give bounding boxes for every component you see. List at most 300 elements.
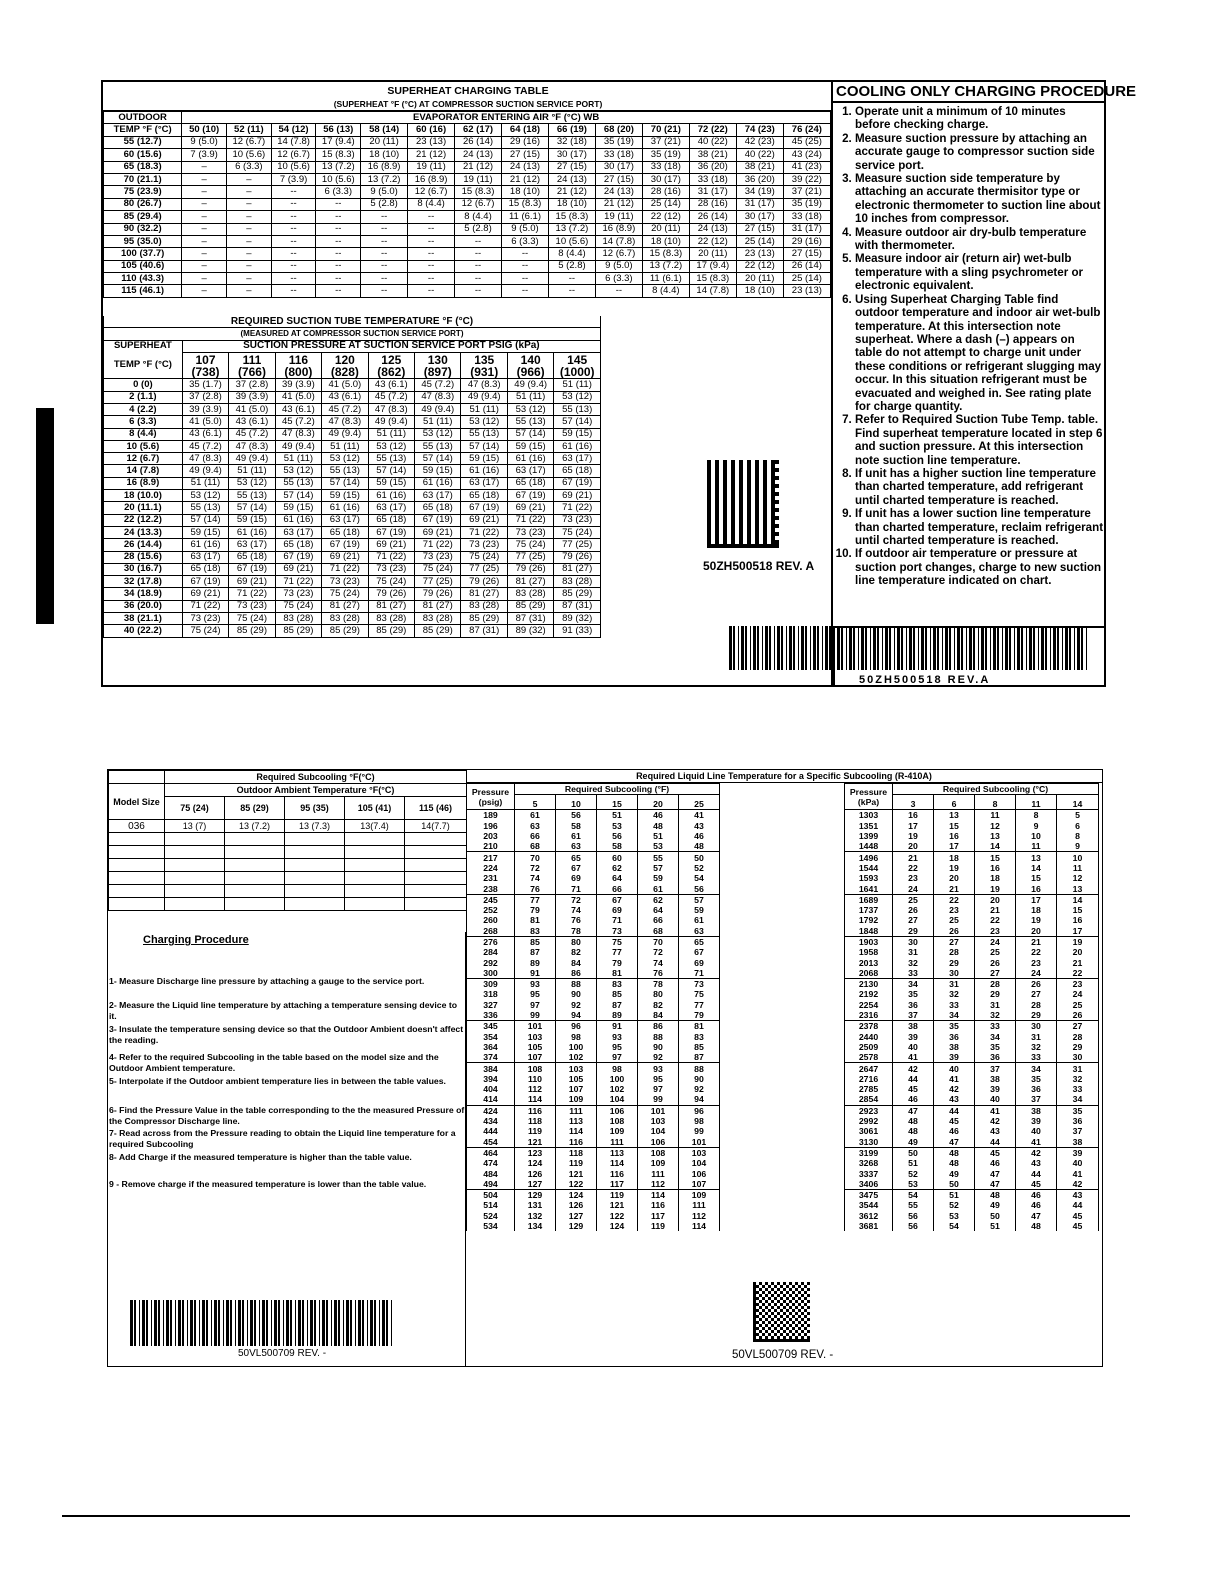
table-row xyxy=(104,248,831,260)
procedure-steps xyxy=(833,105,1106,588)
table-cell: 85 (29) xyxy=(368,625,414,637)
table-cell: 124 xyxy=(556,1189,597,1200)
table-cell: 85 xyxy=(679,1042,720,1052)
table-cell: 13 (7.2) xyxy=(361,173,408,185)
table-cell: 2647 xyxy=(845,1063,893,1074)
table-row xyxy=(467,1021,720,1032)
table-cell: -- xyxy=(271,248,316,260)
table-row xyxy=(845,1032,1099,1042)
table-cell: 28 xyxy=(1057,1032,1099,1042)
table-row xyxy=(467,1042,720,1052)
table-cell: 21 xyxy=(1057,957,1099,967)
table-cell: 47 xyxy=(1016,1211,1057,1221)
table-row xyxy=(104,526,601,538)
table-cell: 41 xyxy=(1016,1137,1057,1148)
table-cell: 57 xyxy=(679,894,720,905)
table-cell: 81 xyxy=(679,1021,720,1032)
table-cell: 345 xyxy=(467,1021,515,1032)
table-cell: 238 xyxy=(467,883,515,894)
table-cell: 66 (19) xyxy=(548,124,595,136)
table-cell: 53 xyxy=(638,841,679,852)
table-cell: 31 (17) xyxy=(783,223,830,235)
table-cell: 75 (24) xyxy=(229,613,275,625)
table-cell: 22 (12) xyxy=(689,235,736,247)
table-cell: 98 xyxy=(679,1116,720,1126)
table-cell: 126 xyxy=(556,1200,597,1210)
table-cell: 4 (2.2) xyxy=(104,403,183,415)
table-cell: 49 (9.4) xyxy=(368,416,414,428)
pressure-unit: (psig) xyxy=(478,796,503,807)
table-cell: 327 xyxy=(467,1000,515,1010)
table-cell: 97 xyxy=(597,1052,638,1063)
table-cell: 8 (4.4) xyxy=(408,198,455,210)
table-cell: 67 (19) xyxy=(415,514,461,526)
table-cell: 54 xyxy=(679,873,720,883)
pressure-header-cell xyxy=(229,352,275,379)
table-cell: 75 (24) xyxy=(507,539,553,551)
table-cell: 20 (11) xyxy=(361,136,408,148)
table-cell: 105 (40.6) xyxy=(104,260,182,272)
table-cell: 354 xyxy=(467,1032,515,1042)
table-cell: 13 xyxy=(975,831,1016,841)
table-cell: 49 (9.4) xyxy=(322,428,368,440)
table-cell: 73 (23) xyxy=(275,588,321,600)
table-cell: 112 xyxy=(515,1084,556,1094)
table-cell xyxy=(285,846,345,859)
table-cell: 3199 xyxy=(845,1147,893,1158)
table-cell: 51 (11) xyxy=(322,440,368,452)
superheat-table xyxy=(103,111,831,298)
table-cell: 87 (31) xyxy=(554,600,601,612)
table-cell: 67 (19) xyxy=(554,477,601,489)
charging-step: 8- Add Charge if the measured temperature is higher than the table value. xyxy=(109,1152,412,1162)
table-cell: -- xyxy=(361,273,408,285)
cooling-procedure xyxy=(831,82,1137,687)
table-cell: 28 xyxy=(934,947,975,957)
table-row xyxy=(104,576,601,588)
table-row xyxy=(467,1063,720,1074)
table-cell: 34 xyxy=(934,1010,975,1021)
table-cell: 127 xyxy=(556,1211,597,1221)
table-cell: 21 (12) xyxy=(502,173,549,185)
table-cell: 119 xyxy=(638,1221,679,1231)
table-row xyxy=(104,198,831,210)
table-cell: 63 (17) xyxy=(275,526,321,538)
table-cell: 30 (17) xyxy=(595,161,642,173)
table-cell: 6 xyxy=(934,795,975,810)
table-cell: 48 xyxy=(934,1158,975,1168)
table-cell: 26 xyxy=(975,957,1016,967)
table-cell: 107 xyxy=(679,1179,720,1190)
table-row xyxy=(845,894,1099,905)
procedure-step: 7. Refer to Required Suction Tube Temp. table. Find superheat temperature located in step 6 and suction pressure. At this intersection note suction line temperature. xyxy=(855,413,1104,467)
table-cell: 49 xyxy=(893,1137,934,1148)
table-cell: 23 (13) xyxy=(783,285,830,297)
table-row xyxy=(467,1105,720,1116)
table-cell: 56 xyxy=(893,1221,934,1231)
table-cell: 47 xyxy=(975,1168,1016,1178)
table-row xyxy=(467,883,720,894)
table-cell: 75 xyxy=(597,936,638,947)
table-cell: 81 (27) xyxy=(368,600,414,612)
table-cell: Required Subcooling °F(°C) xyxy=(165,771,467,784)
label2-code: 50VL500709 REV. - xyxy=(732,1349,834,1361)
table-cell: 39 xyxy=(934,1052,975,1063)
table-cell: 41 xyxy=(1057,1168,1099,1178)
table-cell: 13 (7.2) xyxy=(642,260,689,272)
table-cell: 102 xyxy=(556,1052,597,1063)
table-row xyxy=(467,1094,720,1105)
table-cell: 103 xyxy=(515,1032,556,1042)
table-row xyxy=(104,149,831,161)
table-cell: -- xyxy=(595,285,642,297)
table-cell: 75 (24) xyxy=(165,797,225,820)
table-cell: 81 (27) xyxy=(507,576,553,588)
table-cell: 93 xyxy=(597,1032,638,1042)
table-cell: 61 xyxy=(556,831,597,841)
table-cell: 55 (13) xyxy=(229,490,275,502)
table-cell: 30 xyxy=(893,936,934,947)
table-cell: 28 (16) xyxy=(689,198,736,210)
table-cell: 87 xyxy=(597,1000,638,1010)
charging-step: 3- Insulate the temperature sensing device so that the Outdoor Ambient doesn't affect the reading. xyxy=(109,1024,464,1045)
table-cell xyxy=(165,872,225,885)
table-cell: 374 xyxy=(467,1052,515,1063)
table-cell: 3612 xyxy=(845,1211,893,1221)
table-cell: 79 xyxy=(515,905,556,915)
table-cell: – xyxy=(226,223,271,235)
table-cell: 41 xyxy=(679,810,720,821)
table-cell xyxy=(285,859,345,872)
table-cell: 46 xyxy=(893,1094,934,1105)
table-cell: 88 xyxy=(679,1063,720,1074)
table-cell: -- xyxy=(316,285,361,297)
table-cell: 55 (13) xyxy=(461,428,507,440)
table-cell: – xyxy=(182,186,227,198)
table-cell: 22 xyxy=(975,915,1016,925)
table-cell: 45 (7.2) xyxy=(275,416,321,428)
table-cell: 5 xyxy=(1057,810,1099,821)
table-cell: 122 xyxy=(597,1211,638,1221)
table-cell: 3 xyxy=(893,795,934,810)
pressure-psig: 111 xyxy=(242,352,262,367)
table-cell: 34 xyxy=(1016,1063,1057,1074)
table-cell: 92 xyxy=(556,1000,597,1010)
charging-step: 6- Find the Pressure Value in the table corresponding to the the measured Pressure of the Compressor Discharge line. xyxy=(109,1105,465,1126)
table-row xyxy=(845,883,1099,894)
table-cell: 23 xyxy=(975,926,1016,937)
table-cell: -- xyxy=(455,285,502,297)
table-cell: 51 (11) xyxy=(461,403,507,415)
table-cell: 36 xyxy=(1057,1116,1099,1126)
table-cell: -- xyxy=(316,198,361,210)
table-cell: 77 (25) xyxy=(554,539,601,551)
table-cell: 15 xyxy=(1016,873,1057,883)
table-cell: 41 xyxy=(934,1074,975,1084)
table-cell: 53 (12) xyxy=(368,440,414,452)
table-cell: -- xyxy=(361,223,408,235)
table-cell: 8 (4.4) xyxy=(104,428,183,440)
table-cell: 11 (6.1) xyxy=(642,273,689,285)
table-cell: 61 (16) xyxy=(229,526,275,538)
table-cell: 268 xyxy=(467,926,515,937)
table-cell: 65 (18) xyxy=(415,502,461,514)
superheat-subtitle: (SUPERHEAT °F (°C) AT COMPRESSOR SUCTION SERVICE PORT) xyxy=(103,98,833,111)
pressure-kpa: (738) xyxy=(191,364,220,379)
table-cell xyxy=(405,898,467,911)
table-cell: 65 (18) xyxy=(554,465,601,477)
subcooling-section xyxy=(108,770,466,911)
table-cell: 8 (4.4) xyxy=(642,285,689,297)
table-row xyxy=(104,477,601,489)
table-cell: 46 xyxy=(638,810,679,821)
table-cell: SUCTION PRESSURE AT SUCTION SERVICE PORT PSIG (kPa) xyxy=(182,340,600,352)
table-row xyxy=(845,1084,1099,1094)
table-cell: 16 (8.9) xyxy=(361,161,408,173)
table-cell: 56 xyxy=(556,810,597,821)
table-row xyxy=(845,1168,1099,1178)
table-cell: 2854 xyxy=(845,1094,893,1105)
table-cell: 336 xyxy=(467,1010,515,1021)
table-cell: 28 xyxy=(975,979,1016,990)
table-cell: 203 xyxy=(467,831,515,841)
table-cell: 63 (17) xyxy=(507,465,553,477)
table-cell: 35 (19) xyxy=(783,198,830,210)
table-cell: 48 xyxy=(1016,1221,1057,1231)
table-cell: 73 (23) xyxy=(182,613,228,625)
table-row xyxy=(845,1147,1099,1158)
table-cell: 15 (8.3) xyxy=(548,211,595,223)
table-cell: 43 xyxy=(1057,1189,1099,1200)
table-cell: 31 (17) xyxy=(689,186,736,198)
table-cell: 47 (8.3) xyxy=(182,453,228,465)
table-cell: 75 (24) xyxy=(461,551,507,563)
table-cell: 87 (31) xyxy=(461,625,507,637)
table-cell: 21 xyxy=(934,883,975,894)
table-cell: 31 xyxy=(1057,1063,1099,1074)
table-cell: 13 xyxy=(1057,883,1099,894)
table-cell: 26 xyxy=(934,926,975,937)
table-cell: 45 (7.2) xyxy=(322,403,368,415)
table-cell: 27 xyxy=(1057,1021,1099,1032)
liquid-f-wrap xyxy=(466,783,720,1231)
table-cell: 43 (6.1) xyxy=(322,391,368,403)
table-cell: 64 xyxy=(638,905,679,915)
table-cell: -- xyxy=(271,235,316,247)
table-cell: 97 xyxy=(515,1000,556,1010)
table-cell: 2716 xyxy=(845,1074,893,1084)
table-cell: 16 xyxy=(934,831,975,841)
pressure-header-cell xyxy=(368,352,414,379)
table-cell: -- xyxy=(455,235,502,247)
table-cell: 71 xyxy=(597,915,638,925)
table-row xyxy=(467,852,720,863)
table-cell: -- xyxy=(548,285,595,297)
table-cell: 12 (6.7) xyxy=(595,248,642,260)
procedure-step: 8. If unit has a higher suction line temperature than charted temperature, add refrigerant until charted temperature is reached. xyxy=(855,467,1104,507)
table-cell: -- xyxy=(502,248,549,260)
liquid-title: Required Liquid Line Temperature for a Specific Subcooling (R-410A) xyxy=(466,770,1102,783)
table-cell: 1399 xyxy=(845,831,893,841)
charging-step: 5- Interpolate if the Outdoor ambient temperature lies in between the table values. xyxy=(109,1076,446,1086)
pressure-header-cell xyxy=(461,352,507,379)
table-cell: 3681 xyxy=(845,1221,893,1231)
table-cell: 46 xyxy=(1016,1189,1057,1200)
pressure-psig: 140 xyxy=(520,352,541,367)
table-cell: 55 (13) xyxy=(322,465,368,477)
table-cell: 26 xyxy=(1057,1010,1099,1021)
table-cell: 32 xyxy=(1016,1042,1057,1052)
table-row xyxy=(845,784,1099,795)
table-cell: 56 xyxy=(893,1211,934,1221)
table-cell: 26 xyxy=(893,905,934,915)
table-row xyxy=(467,926,720,937)
table-cell: 39 (22) xyxy=(783,173,830,185)
table-cell: 53 (12) xyxy=(229,477,275,489)
table-cell: 59 (15) xyxy=(554,428,601,440)
table-cell: 24 xyxy=(893,883,934,894)
table-cell: 53 (12) xyxy=(554,391,601,403)
table-cell: 16 xyxy=(975,863,1016,873)
table-cell: 48 xyxy=(975,1189,1016,1200)
table-cell: -- xyxy=(361,211,408,223)
table-row xyxy=(109,820,467,833)
table-cell: 36 (20.0) xyxy=(104,600,183,612)
table-row xyxy=(104,403,601,415)
table-cell: 61 (16) xyxy=(368,490,414,502)
table-cell: 51 (11) xyxy=(415,416,461,428)
table-cell: 47 (8.3) xyxy=(415,391,461,403)
table-cell: 101 xyxy=(638,1105,679,1116)
table-row xyxy=(845,810,1099,821)
table-cell: 24 (13) xyxy=(455,149,502,161)
table-cell: 65 (18) xyxy=(461,490,507,502)
table-cell: 6 (3.3) xyxy=(226,161,271,173)
table-cell: 32 (18) xyxy=(548,136,595,148)
table-row xyxy=(467,863,720,873)
pressure-header-cell xyxy=(322,352,368,379)
pressure-label: Pressure xyxy=(471,786,510,797)
table-row xyxy=(845,979,1099,990)
table-cell: 85 (29) xyxy=(275,625,321,637)
table-cell: 86 xyxy=(638,1021,679,1032)
table-cell: 70 (21) xyxy=(642,124,689,136)
table-cell: 12 (6.7) xyxy=(226,136,271,148)
table-cell: 41 (5.0) xyxy=(322,379,368,391)
table-row xyxy=(845,926,1099,937)
table-cell: 27 (15) xyxy=(595,173,642,185)
table-cell: 39 xyxy=(893,1032,934,1042)
table-cell: 28 (16) xyxy=(642,186,689,198)
table-cell: 63 (17) xyxy=(182,551,228,563)
table-cell: 118 xyxy=(556,1147,597,1158)
table-cell: 63 xyxy=(515,821,556,831)
table-cell: – xyxy=(182,248,227,260)
table-cell: 47 (8.3) xyxy=(229,440,275,452)
table-cell: 45 (7.2) xyxy=(229,428,275,440)
table-cell: 111 xyxy=(638,1168,679,1178)
table-cell: 45 xyxy=(934,1116,975,1126)
table-cell: 25 (14) xyxy=(736,235,783,247)
procedure-step: 3. Measure suction side temperature by attaching an accurate thermisitor type or electronic thermometer to suction line about 10 inches from compressor. xyxy=(855,172,1104,226)
table-cell: 85 (29) xyxy=(225,797,285,820)
table-row xyxy=(845,1116,1099,1126)
table-cell: 33 xyxy=(1016,1052,1057,1063)
table-cell: 29 xyxy=(1057,1042,1099,1052)
table-cell: 67 (19) xyxy=(275,551,321,563)
table-cell: 33 xyxy=(934,1000,975,1010)
table-row xyxy=(467,821,720,831)
table-cell xyxy=(109,898,165,911)
table-cell: 15 xyxy=(1057,905,1099,915)
table-cell: 43 (6.1) xyxy=(229,416,275,428)
table-cell: 61 (16) xyxy=(415,477,461,489)
table-cell: 27 (15) xyxy=(502,149,549,161)
table-cell: 6 (3.3) xyxy=(595,273,642,285)
table-cell: -- xyxy=(316,223,361,235)
table-row xyxy=(467,1147,720,1158)
table-row xyxy=(467,894,720,905)
table-cell: 48 xyxy=(893,1116,934,1126)
table-cell: 494 xyxy=(467,1179,515,1190)
table-cell: 85 (29) xyxy=(229,625,275,637)
table-cell: 59 (15) xyxy=(275,502,321,514)
table-cell: 18 xyxy=(975,873,1016,883)
table-cell: 2440 xyxy=(845,1032,893,1042)
table-row xyxy=(104,563,601,575)
barcode-icon xyxy=(130,1300,392,1346)
table-cell: (MEASURED AT COMPRESSOR SUCTION SERVICE PORT) xyxy=(104,328,601,340)
table-cell: 57 (14) xyxy=(275,490,321,502)
table-cell: 17 xyxy=(1057,926,1099,937)
table-cell: 80 xyxy=(638,989,679,999)
table-cell: 17 (9.4) xyxy=(689,260,736,272)
table-row xyxy=(845,1200,1099,1210)
table-cell: 101 xyxy=(679,1137,720,1148)
table-cell: -- xyxy=(408,211,455,223)
table-cell: 21 (12) xyxy=(595,198,642,210)
table-cell: 33 xyxy=(975,1021,1016,1032)
table-cell: 10 xyxy=(1016,831,1057,841)
table-cell: 14 (7.8) xyxy=(271,136,316,148)
table-cell: 33 (18) xyxy=(595,149,642,161)
table-cell: 53 (12) xyxy=(275,465,321,477)
table-row xyxy=(467,784,720,795)
table-cell: 51 (11) xyxy=(507,391,553,403)
table-cell: 25 xyxy=(1057,1000,1099,1010)
table-cell: 44 xyxy=(1016,1168,1057,1178)
table-cell: 2509 xyxy=(845,1042,893,1052)
table-cell: 45 (7.2) xyxy=(182,440,228,452)
pressure-header-cell xyxy=(554,352,601,379)
table-cell: 29 xyxy=(1016,1010,1057,1021)
table-cell: -- xyxy=(408,235,455,247)
table-cell: 58 (14) xyxy=(361,124,408,136)
table-cell: 14 xyxy=(975,841,1016,852)
table-cell: 109 xyxy=(597,1126,638,1136)
procedure-step: 9. If unit has a lower suction line temperature than charted temperature, reclaim refrigerant until charted temperature is reached. xyxy=(855,507,1104,547)
table-cell: 474 xyxy=(467,1158,515,1168)
pressure-psig: 125 xyxy=(381,352,402,367)
table-cell: Model Size xyxy=(109,784,165,820)
table-cell: 39 (3.9) xyxy=(229,391,275,403)
table-cell: 67 (19) xyxy=(322,539,368,551)
table-cell: -- xyxy=(316,235,361,247)
table-cell: 2578 xyxy=(845,1052,893,1063)
table-cell: 53 (12) xyxy=(322,453,368,465)
table-row xyxy=(104,124,831,136)
table-cell: 30 xyxy=(1057,1052,1099,1063)
